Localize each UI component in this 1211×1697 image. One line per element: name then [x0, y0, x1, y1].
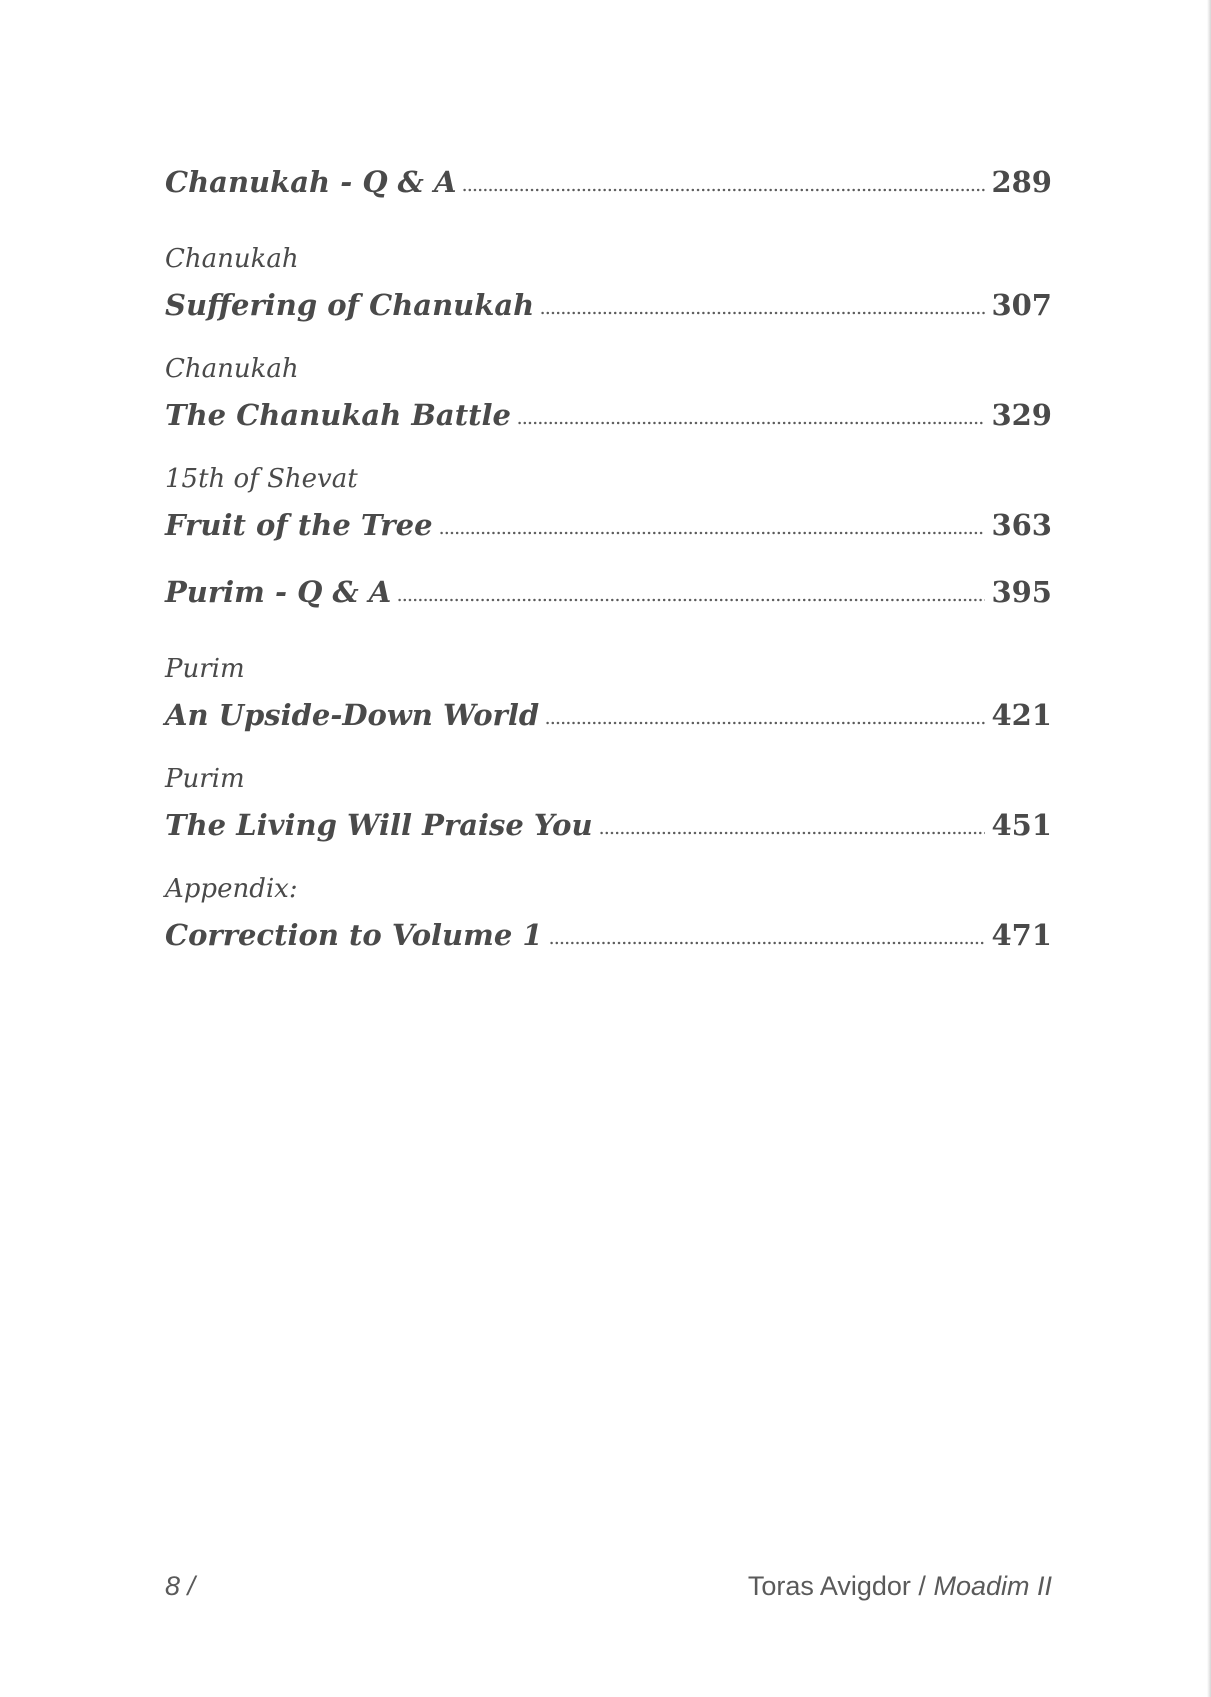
footer-page-number: 8 /: [165, 1571, 196, 1601]
dot-leader: [549, 941, 986, 945]
toc-page-number: 421: [991, 698, 1052, 732]
toc-page-number: 451: [991, 808, 1052, 842]
toc-title: An Upside-Down World: [165, 698, 540, 732]
toc-title: Chanukah - Q & A: [165, 165, 457, 199]
table-of-contents: [165, 162, 1052, 982]
dot-leader: [462, 188, 985, 192]
toc-title: Correction to Volume 1: [165, 918, 543, 952]
toc-page-number: 395: [991, 575, 1052, 609]
toc-page-number: 471: [991, 918, 1052, 952]
toc-page-number: 363: [991, 508, 1052, 542]
footer-book-title: Toras Avigdor /: [747, 1571, 926, 1601]
dot-leader: [599, 831, 986, 835]
toc-section-label: Chanukah: [165, 354, 299, 384]
toc-section-label: Chanukah: [165, 244, 299, 274]
page-footer: [165, 1571, 1052, 1607]
footer-volume-title: Moadim II: [933, 1571, 1052, 1601]
toc-page-number: 307: [991, 288, 1052, 322]
toc-entry[interactable]: [165, 872, 1052, 955]
toc-title-line[interactable]: [165, 395, 1052, 435]
toc-entry[interactable]: [165, 652, 1052, 735]
toc-entry[interactable]: [165, 162, 1052, 202]
toc-title: The Living Will Praise You: [165, 808, 593, 842]
dot-leader: [545, 721, 985, 725]
toc-title: Purim - Q & A: [165, 575, 392, 609]
dot-leader: [397, 598, 985, 602]
toc-title-line[interactable]: [165, 805, 1052, 845]
toc-title-line[interactable]: [165, 162, 1052, 202]
toc-title-line[interactable]: [165, 505, 1052, 545]
toc-entry[interactable]: [165, 572, 1052, 612]
toc-entry[interactable]: [165, 762, 1052, 845]
toc-section-label: Purim: [165, 654, 245, 684]
toc-section-label: 15th of Shevat: [165, 464, 358, 494]
footer-running-title: [748, 1571, 1052, 1602]
dot-leader: [439, 531, 986, 535]
toc-entry[interactable]: [165, 352, 1052, 435]
toc-section-label: Purim: [165, 764, 245, 794]
dot-leader: [540, 311, 985, 315]
page-edge-shadow: [1207, 0, 1211, 1697]
toc-title: The Chanukah Battle: [165, 398, 511, 432]
toc-page-number: 329: [991, 398, 1052, 432]
toc-title-line[interactable]: [165, 285, 1052, 325]
toc-entry[interactable]: [165, 242, 1052, 325]
dot-leader: [517, 421, 985, 425]
toc-title: Fruit of the Tree: [165, 508, 433, 542]
toc-section-label: Appendix:: [165, 874, 298, 904]
toc-title-line[interactable]: [165, 915, 1052, 955]
toc-title: Suffering of Chanukah: [165, 288, 535, 322]
toc-page-number: 289: [991, 165, 1052, 199]
toc-title-line[interactable]: [165, 572, 1052, 612]
toc-title-line[interactable]: [165, 695, 1052, 735]
toc-entry[interactable]: [165, 462, 1052, 545]
